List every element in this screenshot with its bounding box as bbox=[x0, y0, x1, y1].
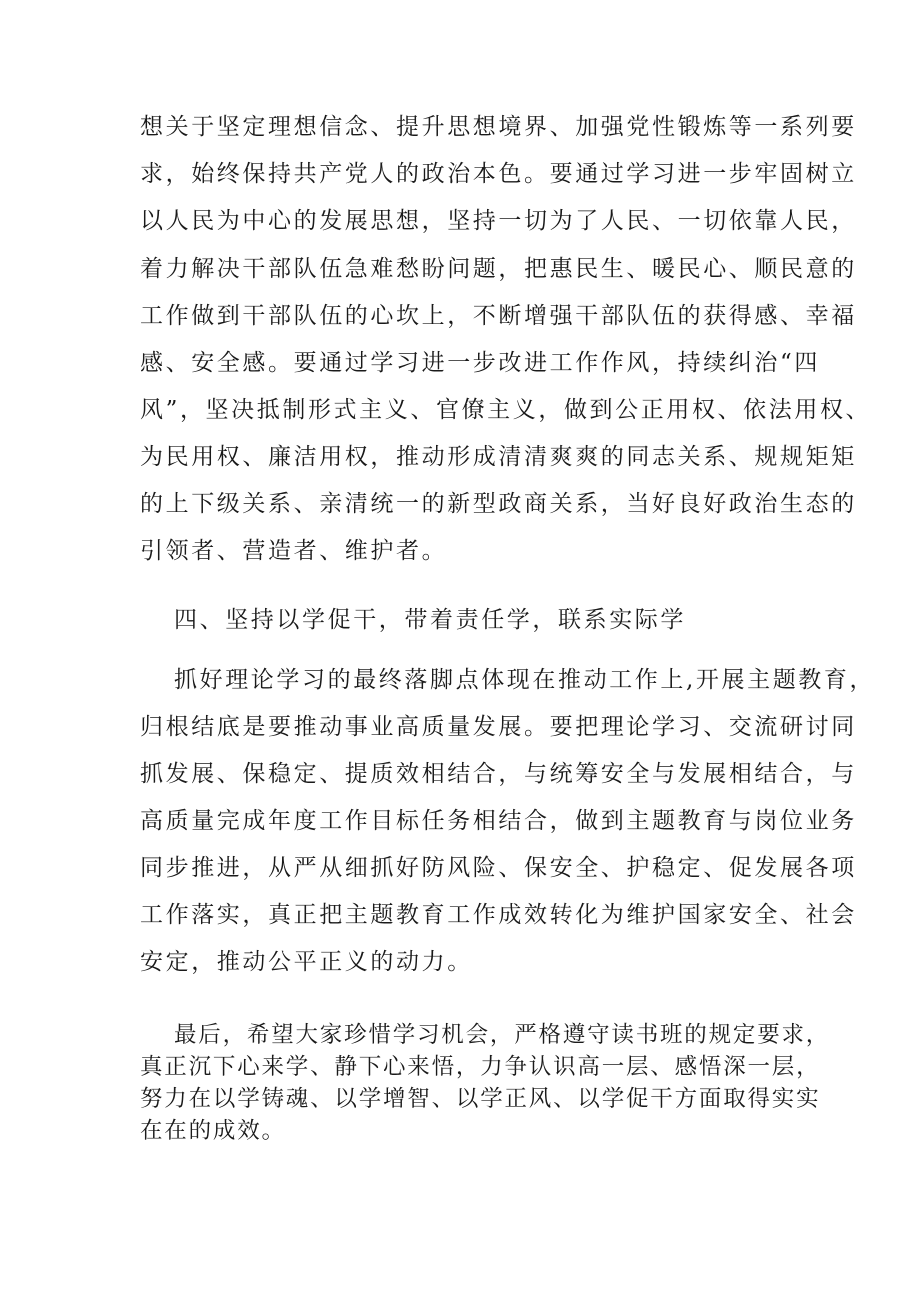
paragraph-line: 同步推进，从严从细抓好防风险、保安全、护稳定、促发展各项 bbox=[140, 855, 857, 881]
paragraph-line: 以人民为中心的发展思想，坚持一切为了人民、一切依靠人民， bbox=[140, 208, 857, 234]
paragraph-line: 努力在以学铸魂、以学增智、以学正风、以学促干方面取得实实 bbox=[140, 1086, 821, 1112]
paragraph-line: 高质量完成年度工作目标任务相结合，做到主题教育与岗位业务 bbox=[140, 808, 857, 834]
paragraph-line: 抓发展、保稳定、提质效相结合，与统筹安全与发展相结合，与 bbox=[140, 761, 857, 787]
paragraph-line: 引领者、营造者、维护者。 bbox=[140, 538, 448, 564]
paragraph-line: 工作落实，真正把主题教育工作成效转化为维护国家安全、社会 bbox=[140, 902, 857, 928]
paragraph-line: 着力解决干部队伍急难愁盼问题，把惠民生、暖民心、顺民意的 bbox=[140, 256, 857, 282]
paragraph-line: 安定，推动公平正义的动力。 bbox=[140, 949, 473, 975]
paragraph-line: 在在的成效。 bbox=[140, 1118, 286, 1144]
paragraph-line: 感、安全感。要通过学习进一步改进工作作风，持续纠治“四 bbox=[140, 350, 820, 376]
paragraph-line: 风”，坚决抵制形式主义、官僚主义，做到公正用权、依法用权、 bbox=[140, 397, 872, 423]
paragraph-line: 的上下级关系、亲清统一的新型政商关系，当好良好政治生态的 bbox=[140, 491, 857, 517]
paragraph-line: 真正沉下心来学、静下心来悟，力争认识高一层、感悟深一层， bbox=[140, 1054, 821, 1080]
paragraph-line: 求，始终保持共产党人的政治本色。要通过学习进一步牢固树立 bbox=[140, 161, 857, 187]
paragraph-line: 最后，希望大家珍惜学习机会，严格遵守读书班的规定要求， bbox=[174, 1022, 831, 1048]
paragraph-line: 归根结底是要推动事业高质量发展。要把理论学习、交流研讨同 bbox=[140, 714, 857, 740]
paragraph-line: 想关于坚定理想信念、提升思想境界、加强党性锻炼等一系列要 bbox=[140, 114, 857, 140]
paragraph-line: 工作做到干部队伍的心坎上，不断增强干部队伍的获得感、幸福 bbox=[140, 303, 857, 329]
paragraph-line: 抓好理论学习的最终落脚点体现在推动工作上,开展主题教育， bbox=[174, 667, 876, 693]
section-heading: 四、坚持以学促干，带着责任学，联系实际学 bbox=[174, 607, 686, 633]
paragraph-line: 为民用权、廉洁用权，推动形成清清爽爽的同志关系、规规矩矩 bbox=[140, 444, 857, 470]
